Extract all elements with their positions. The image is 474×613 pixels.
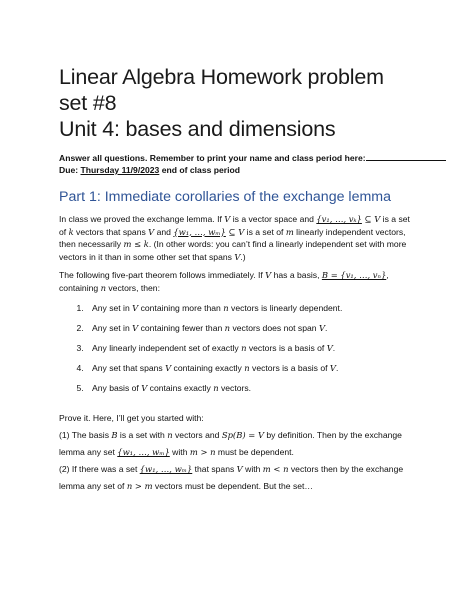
text: . xyxy=(325,323,328,333)
text: is a set of xyxy=(59,214,410,237)
math-V: V xyxy=(165,363,172,373)
text: has a basis, xyxy=(271,270,322,280)
math-m-gt-n: m > n xyxy=(189,447,216,457)
math-set-w: {w₁, …, wₘ} xyxy=(173,226,226,237)
document-content xyxy=(59,64,415,495)
text: and xyxy=(154,226,174,237)
math-subset: ⊆ xyxy=(361,214,375,224)
proof-part-1 xyxy=(59,427,415,461)
text: is a vector space and xyxy=(230,214,317,224)
due-line xyxy=(59,164,415,176)
text: . xyxy=(335,363,339,373)
math-n: n xyxy=(167,430,173,440)
text: . (In other words: you can’t find a linearly independent set with more vectors in it than in some other set that spans xyxy=(59,239,407,262)
math-V: V xyxy=(329,363,336,373)
math-n: n xyxy=(213,383,219,393)
proof-block xyxy=(59,410,415,495)
text: Any set that spans xyxy=(92,363,166,373)
text: (1) The basis xyxy=(59,430,112,440)
text: (2) If there was a set xyxy=(59,464,140,474)
theorem-intro-paragraph xyxy=(59,269,415,294)
math-n-gt-m: n > m xyxy=(126,481,153,491)
math-V: V xyxy=(318,323,325,333)
math-V: V xyxy=(238,226,245,237)
math-n: n xyxy=(224,323,231,333)
math-V: V xyxy=(236,464,243,474)
math-basis: B = {v₁, …, vₙ} xyxy=(321,270,387,280)
text: with xyxy=(242,464,263,474)
text: Any set in xyxy=(92,323,133,333)
math-V: V xyxy=(224,214,231,224)
text: vectors is a basis of xyxy=(249,363,330,373)
math-n: n xyxy=(223,303,229,313)
math-set-w: {w₁, …, wₘ} xyxy=(117,447,170,457)
math-m: m xyxy=(285,226,294,237)
text: Any basis of xyxy=(92,383,142,393)
math-n: n xyxy=(241,343,247,353)
math-V: V xyxy=(132,323,139,333)
math-inequality: m ≤ k xyxy=(123,239,149,249)
part1-heading: Part 1: Immediate corollaries of the exchange lemma xyxy=(59,189,391,205)
math-set-v: {v₁, …, vₖ} xyxy=(316,214,362,224)
text: vectors must be dependent. But the set… xyxy=(152,481,314,491)
text: that spans xyxy=(192,464,237,474)
document-title xyxy=(59,64,415,142)
text: vectors is linearly dependent. xyxy=(228,303,343,313)
math-k: k xyxy=(68,226,74,237)
math-V: V xyxy=(234,251,241,262)
text: .) xyxy=(240,251,246,262)
text: vectors. xyxy=(218,383,252,393)
text: The following five-part theorem follows immediately. If xyxy=(59,270,266,280)
text: vectors then by the exchange lemma any set of xyxy=(59,464,404,491)
instructions-text: Answer all questions. Remember to print your name and class period here: xyxy=(59,153,366,163)
exchange-lemma-paragraph xyxy=(59,213,415,263)
instructions-line xyxy=(59,152,415,164)
text: , containing xyxy=(59,270,389,293)
theorem-list xyxy=(59,302,415,394)
title-line-1: Linear Algebra Homework problem set #8 xyxy=(59,65,384,115)
text: In class we proved the exchange lemma. If xyxy=(59,214,225,224)
text: Any set in xyxy=(92,303,133,313)
math-n: n xyxy=(244,363,250,373)
name-blank xyxy=(366,152,446,161)
text: vectors and xyxy=(172,430,222,440)
text: . xyxy=(332,343,336,353)
due-rest: end of class period xyxy=(161,165,241,175)
math-V: V xyxy=(326,343,333,353)
due-label: Due: xyxy=(59,165,79,175)
math-B: B xyxy=(111,430,118,440)
list-item xyxy=(86,302,415,314)
list-item xyxy=(86,382,415,394)
text: containing more than xyxy=(138,303,224,313)
text: vectors does not span xyxy=(230,323,319,333)
list-item xyxy=(86,362,415,374)
title-line-2: Unit 4: bases and dimensions xyxy=(59,117,336,141)
math-V: V xyxy=(148,226,155,237)
text: linearly independent vectors, then necessarily xyxy=(59,226,406,249)
math-V: V xyxy=(141,383,148,393)
math-set-w: {w₁, …, wₘ} xyxy=(139,464,193,474)
math-V: V xyxy=(132,303,139,313)
proof-part-2 xyxy=(59,461,415,495)
text: containing exactly xyxy=(171,363,245,373)
math-m-lt-n: m < n xyxy=(262,464,289,474)
text: with xyxy=(169,447,190,457)
math-span-B: Sp(B) = V xyxy=(221,430,265,440)
text: must be dependent. xyxy=(215,447,294,457)
due-date: Thursday 11/9/2023 xyxy=(80,165,160,175)
instructions-block xyxy=(59,152,415,176)
text: contains exactly xyxy=(147,383,214,393)
text: vectors is a basis of xyxy=(246,343,327,353)
text: vectors that spans xyxy=(73,226,149,237)
text: vectors, then: xyxy=(105,282,160,293)
math-V: V xyxy=(374,214,381,224)
text: by definition. Then by the exchange lemma any set xyxy=(59,430,402,457)
list-item xyxy=(86,322,415,334)
math-n: n xyxy=(100,282,106,293)
proof-intro: Prove it. Here, I’ll get you started with: xyxy=(59,413,204,423)
text: containing fewer than xyxy=(138,323,225,333)
list-item xyxy=(86,342,415,354)
math-V: V xyxy=(265,270,272,280)
text: Any linearly independent set of exactly xyxy=(92,343,242,353)
math-subset: ⊆ xyxy=(225,226,239,237)
text: is a set with xyxy=(117,430,168,440)
text: is a set of xyxy=(244,226,286,237)
